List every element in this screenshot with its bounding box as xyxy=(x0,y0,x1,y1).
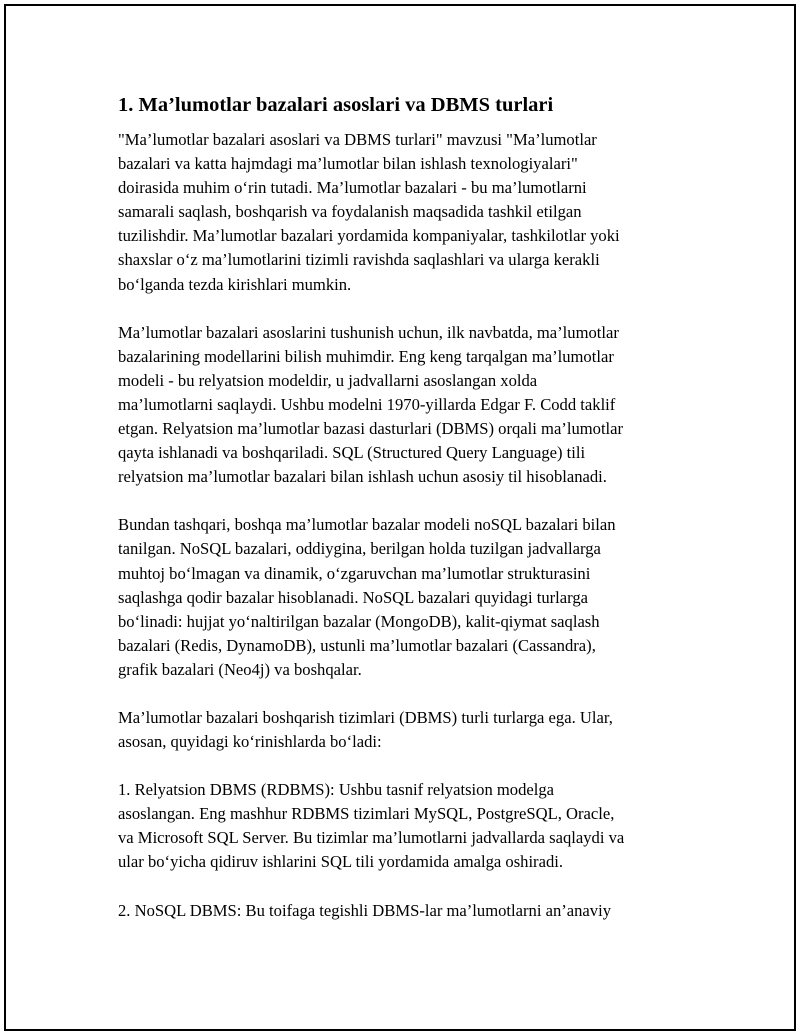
text-line: tanilgan. NoSQL bazalari, oddiygina, berilgan holda tuzilgan jadvallarga xyxy=(118,539,601,559)
text-line: "Ma’lumotlar bazalari asoslari va DBMS turlari" mavzusi "Ma’lumotlar xyxy=(118,130,597,149)
text-line: bazalari (Redis, DynamoDB), ustunli ma’lumotlar bazalari (Cassandra), xyxy=(118,635,596,655)
text-line: ma’lumotlarni saqlaydi. Ushbu modelni 1970-yillarda Edgar F. Codd taklif xyxy=(118,394,616,414)
text-line: doirasida muhim o‘rin tutadi. Ma’lumotlar bazalari - bu ma’lumotlarni xyxy=(118,178,587,198)
text-line: modeli - bu relyatsion modeldir, u jadvallarni asoslangan xolda xyxy=(118,370,538,390)
text-line: va Microsoft SQL Server. Bu tizimlar ma’lumotlarni jadvallarda saqlaydi va xyxy=(118,828,625,848)
text-line: Ma’lumotlar bazalari asoslarini tushunish uchun, ilk navbatda, ma’lumotlar xyxy=(118,322,619,342)
text-line: 1. Relyatsion DBMS (RDBMS): Ushbu tasnif relyatsion modelga xyxy=(118,780,555,800)
text-line: grafik bazalari (Neo4j) va boshqalar. xyxy=(118,659,362,679)
text-line: bo‘linadi: hujjat yo‘naltirilgan bazalar (MongoDB), kalit-qiymat saqlash xyxy=(118,611,600,631)
text-line: bo‘lganda tezda kirishlari mumkin. xyxy=(118,274,352,294)
text-line: shaxslar o‘z ma’lumotlarini tizimli ravishda saqlashlari va ularga kerakli xyxy=(118,250,600,270)
text-line: samarali saqlash, boshqarish va foydalanish maqsadida tashkil etilgan xyxy=(118,202,582,222)
paragraph-dbms-types-intro xyxy=(118,706,688,754)
section-heading: 1. Ma’lumotlar bazalari asoslari va DBMS turlari xyxy=(118,94,554,116)
text-line: Bundan tashqari, boshqa ma’lumotlar bazalar modeli noSQL bazalari bilan xyxy=(118,515,616,535)
text-line: tuzilishdir. Ma’lumotlar bazalari yordamida kompaniyalar, tashkilotlar yoki xyxy=(118,226,620,246)
paragraph-intro xyxy=(118,128,688,297)
text-line: bazalarining modellarini bilish muhimdir. Eng keng tarqalgan ma’lumotlar xyxy=(118,346,614,366)
text-line: relyatsion ma’lumotlar bazalari bilan ishlash uchun asosiy til hisoblanadi. xyxy=(118,467,607,487)
text-line: ular bo‘yicha qidiruv ishlarini SQL tili yordamida amalga oshiradi. xyxy=(118,852,564,872)
text-line: muhtoj bo‘lmagan va dinamik, o‘zgaruvchan ma’lumotlar strukturasini xyxy=(118,563,591,583)
text-line: asosan, quyidagi ko‘rinishlarda bo‘ladi: xyxy=(118,732,382,752)
list-item-nosql-dbms xyxy=(118,899,688,923)
text-line: 2. NoSQL DBMS: Bu toifaga tegishli DBMS-lar ma’lumotlarni an’anaviy xyxy=(118,900,611,920)
text-line: bazalari va katta hajmdagi ma’lumotlar bilan ishlash texnologiyalari" xyxy=(118,154,578,174)
text-line: asoslangan. Eng mashhur RDBMS tizimlari MySQL, PostgreSQL, Oracle, xyxy=(118,804,615,824)
text-line: etgan. Relyatsion ma’lumotlar bazasi dasturlari (DBMS) orqali ma’lumotlar xyxy=(118,419,624,439)
paragraph-nosql xyxy=(118,513,688,682)
text-line: Ma’lumotlar bazalari boshqarish tizimlari (DBMS) turli turlarga ega. Ular, xyxy=(118,707,613,727)
text-line: qayta ishlanadi va boshqariladi. SQL (Structured Query Language) tili xyxy=(118,443,586,463)
paragraph-relational-model xyxy=(118,321,688,490)
text-line: saqlashga qodir bazalar hisoblanadi. NoSQL bazalari quyidagi turlarga xyxy=(118,587,589,607)
list-item-rdbms xyxy=(118,778,688,874)
document-body xyxy=(118,92,688,947)
